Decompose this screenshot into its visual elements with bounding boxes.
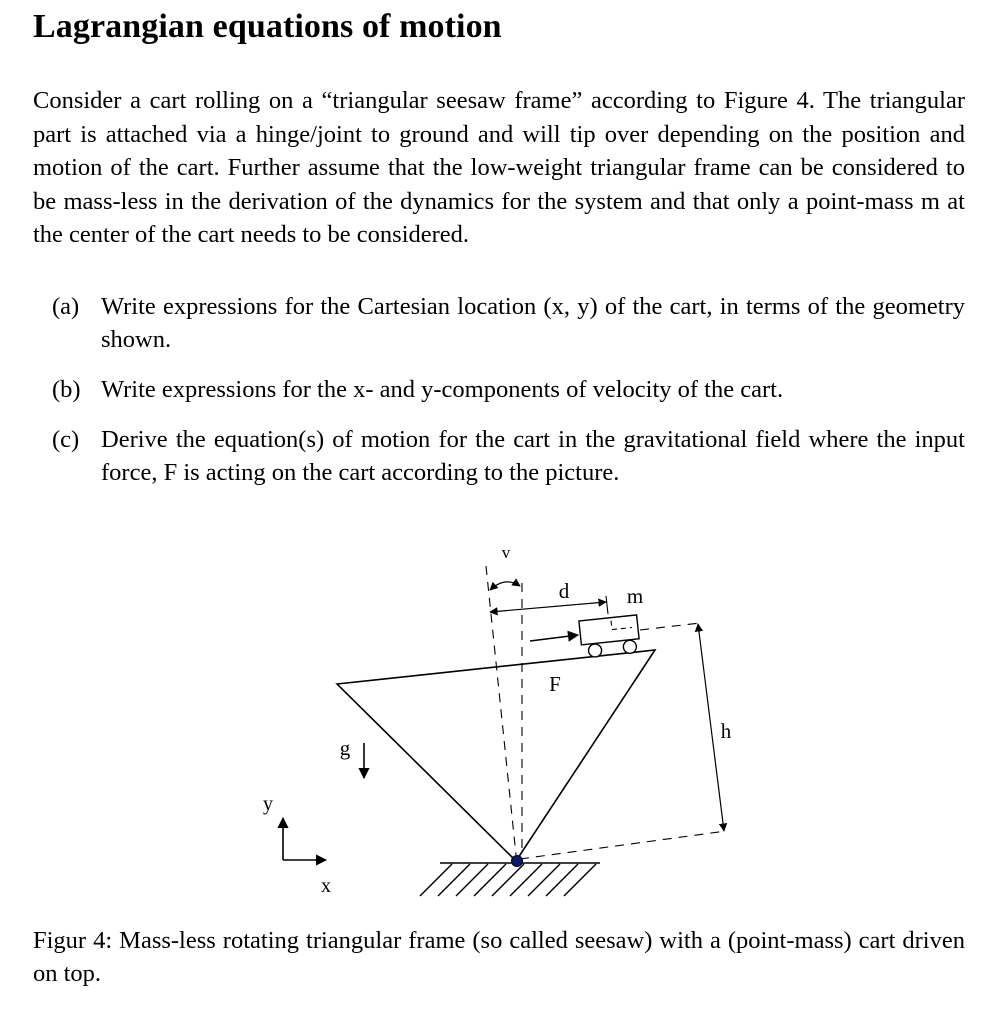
height-top-projection bbox=[640, 623, 700, 630]
question-text: Write expressions for the x- and y-components of velocity of the cart. bbox=[101, 376, 784, 403]
force-arrow bbox=[530, 635, 578, 641]
intro-paragraph: Consider a cart rolling on a “triangular seesaw frame” according to Figure 4. The triangular part is attached via a hinge/joint to ground and will tip over depending on the position and motion of the cart. Further assume that the low-weight triangular frame can be considered to be mass-less in the derivation of the dynamics for the system and that only a point-mass m at the center of the cart needs to be considered. bbox=[33, 87, 965, 248]
angle-arc bbox=[490, 582, 520, 590]
y-axis-label: y bbox=[263, 793, 273, 815]
ground-hatching bbox=[420, 863, 600, 896]
gravity-label: g bbox=[339, 736, 351, 760]
question-label: (b) bbox=[52, 376, 81, 403]
height-bottom-projection bbox=[520, 831, 726, 859]
seesaw-figure bbox=[0, 530, 983, 910]
question-item-b bbox=[52, 373, 965, 406]
pivot-joint bbox=[512, 856, 523, 867]
cart bbox=[579, 615, 641, 658]
section-heading: Lagrangian equations of motion bbox=[33, 8, 502, 45]
question-label: (c) bbox=[52, 426, 80, 453]
dimension-tick bbox=[606, 596, 608, 614]
force-label: F bbox=[549, 672, 561, 696]
question-item-c bbox=[52, 423, 965, 489]
angle-label: v bbox=[501, 543, 511, 562]
question-text: Write expressions for the Cartesian location (x, y) of the cart, in terms of the geometry shown. bbox=[101, 293, 965, 353]
height-label: h bbox=[720, 719, 732, 743]
distance-dimension bbox=[490, 602, 606, 612]
mass-label: m bbox=[626, 584, 644, 608]
question-label: (a) bbox=[52, 293, 80, 320]
question-item-a bbox=[52, 290, 965, 356]
figure-caption: Figur 4: Mass-less rotating triangular frame (so called seesaw) with a (point-mass) cart driven on top. bbox=[33, 927, 965, 987]
distance-label: d bbox=[558, 579, 570, 603]
frame-axis-line bbox=[486, 566, 516, 855]
question-text: Derive the equation(s) of motion for the cart in the gravitational field where the input force, F is acting on the cart according to the picture. bbox=[101, 426, 965, 486]
seesaw-frame bbox=[337, 650, 655, 861]
x-axis-label: x bbox=[321, 875, 331, 897]
